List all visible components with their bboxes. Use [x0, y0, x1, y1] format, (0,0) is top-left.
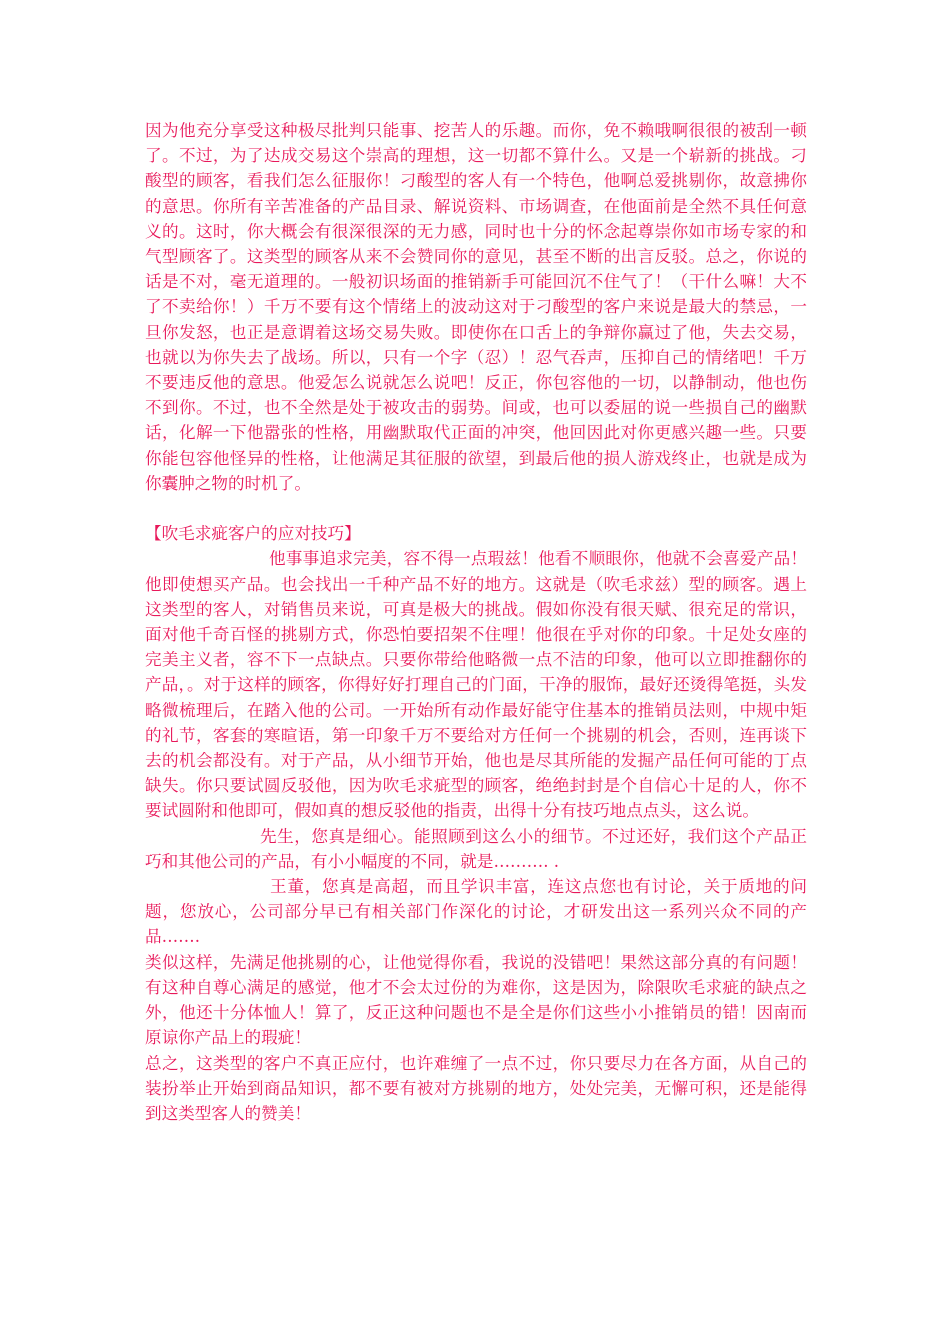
paragraph-gap: [145, 496, 807, 521]
document-body: [145, 118, 807, 1126]
paragraph-example-reply-1: 先生，您真是细心。能照顾到这么小的细节。不过还好，我们这个产品正巧和其他公司的产品，有小小幅度的不同，就是………. .: [145, 826, 807, 871]
section-heading: 【吹毛求疵客户的应对技巧】: [145, 524, 361, 544]
paragraph-difficult-customer: 因为他充分享受这种极尽批判只能事、挖苦人的乐趣。而你，免不赖哦啊很很的被刮一顿了。不过，为了达成交易这个崇高的理想，这一切都不算什么。又是一个崭新的挑战。刁酸型的顾客，看我们怎么征服你！刁酸型的客人有一个特色，他啊总爱挑剔你，故意拂你的意思。你所有辛苦准备的产品目录、解说资料、市场调查，在他面前是全然不具任何意义的。这时，你大概会有很深很深的无力感，同时也十分的怀念起尊崇你如市场专家的和气型顾客了。这类型的顾客从来不会赞同你的意见，甚至不断的出言反驳。总之，你说的话是不对，毫无道理的。一般初识场面的推销新手可能回沉不住气了！（干什么嘛！大不了不卖给你！）千万不要有这个情绪上的波动这对于刁酸型的客户来说是最大的禁忌，一旦你发怒，也正是意谓着这场交易失败。即使你在口舌上的争辩你赢过了他，失去交易，也就以为你失去了战场。所以，只有一个字（忍）！忍气吞声，压抑自己的情绪吧！千万不要违反他的意思。他爱怎么说就怎么说吧！反正，你包容他的一切，以静制动，他也伤不到你。不过，也不全然是处于被攻击的弱势。间或，也可以委屈的说一些损自己的幽默话，化解一下他嚣张的性格，用幽默取代正面的冲突，他回因此对你更感兴趣一些。只要你能包容他怪异的性格，让他满足其征服的欲望，到最后他的损人游戏终止，也就是成为你囊肿之物的时机了。: [145, 121, 807, 493]
paragraph-satisfy-ego: 类似这样，先满足他挑剔的心，让他觉得你看，我说的没错吧！果然这部分真的有问题！有这种自尊心满足的感觉，他才不会太过份的为难你，这是因为，除限吹毛求疵的缺点之外，他还十分体恤人！算了，反正这种问题也不是全是你们这些小小推销员的错！因南而原谅你产品上的瑕疵！: [145, 952, 807, 1048]
paragraph-example-reply-2: 王董，您真是高超，而且学识丰富，连这点您也有讨论，关于质地的问题，您放心，公司部分早已有相关部门作深化的讨论，才研发出这一系列兴众不同的产品…….: [145, 877, 807, 947]
paragraph-conclusion: 总之，这类型的客户不真正应付，也许难缠了一点不过，你只要尽力在各方面，从自己的装扮举止开始到商品知识，都不要有被对方挑剔的地方，处处完美，无懈可积，还是能得到这类型客人的赞美！: [145, 1053, 807, 1123]
paragraph-perfectionist-customer: 他事事追求完美，容不得一点瑕兹！他看不顺眼你，他就不会喜爱产品！他即使想买产品。也会找出一千种产品不好的地方。这就是（吹毛求兹）型的顾客。遇上这类型的客人，对销售员来说，可真是极大的挑战。假如你没有很天赋、很充足的常识，面对他千奇百怪的挑剔方式，你恐怕要招架不住哩！他很在乎对你的印象。十足处女座的完美主义者，容不下一点缺点。只要你带给他略微一点不洁的印象，他可以立即推翻你的产品，。对于这样的顾客，你得好好打理自己的门面，干净的服饰，最好还烫得笔挺，头发略微梳理后，在踏入他的公司。一开始所有动作最好能守住基本的推销员法则，中规中矩的礼节，客套的寒暄语，第一印象千万不要给对方任何一个挑剔的机会，否则，连再谈下去的机会都没有。对于产品，从小细节开始，他也是尽其所能的发掘产品任何可能的丁点缺失。你只要试圆反驳他，因为吹毛求疵型的顾客，绝绝封封是个自信心十足的人，你不要试圆附和他即可，假如真的想反驳他的指责，出得十分有技巧地点点头，这么说。: [145, 549, 807, 821]
